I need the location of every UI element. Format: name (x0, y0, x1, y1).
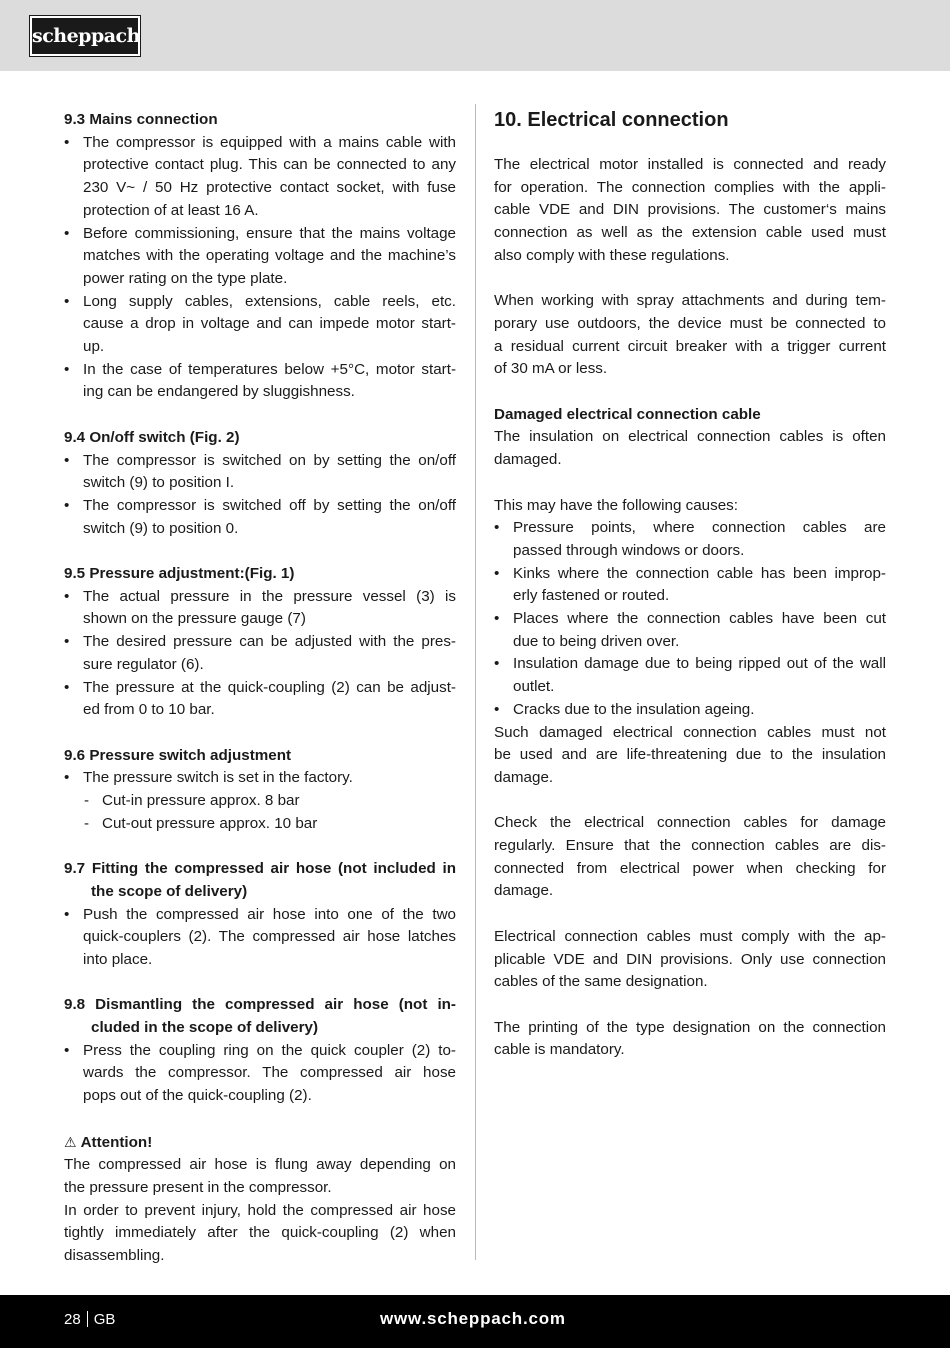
column-divider (475, 104, 476, 1260)
left-column (64, 109, 456, 1268)
bullet-item: • In the case of temperatures below +5°C, motor start- ing can be endangered by sluggishness. (64, 360, 456, 401)
bullet-item: • Kinks where the connection cable has been improp- erly fastened or routed. (494, 564, 886, 605)
right-column (494, 104, 886, 1062)
bullet-item: • The pressure at the quick-coupling (2) can be adjust- ed from 0 to 10 bar. (64, 678, 456, 719)
section-title: 9.5 Pressure adjustment:(Fig. 1) (64, 565, 295, 583)
bullet-item: • The pressure switch is set in the factory. (64, 769, 353, 787)
warning-icon: ⚠ (64, 1133, 77, 1150)
paragraph: Electrical connection cables must comply with the ap- plicable VDE and DIN provisions. Only use connection cables of the same designation. (494, 927, 886, 991)
attention-text: The compressed air hose is flung away depending on the pressure present in the compressor. In order to prevent injury, hold the compressed air hose tightly immediately after the quick-coupling (2) when disassembling. (64, 1156, 456, 1265)
bullet-item: • Long supply cables, extensions, cable reels, etc. cause a drop in voltage and can impede motor start- up. (64, 292, 456, 356)
bullet-item: • The actual pressure in the pressure vessel (3) is shown on the pressure gauge (7) (64, 587, 456, 628)
footer (0, 1295, 950, 1348)
section-title: 9.8 Dismantling the compressed air hose (not in- cluded in the scope of delivery) (64, 996, 456, 1037)
website-link[interactable]: www.scheppach.com (380, 1309, 566, 1328)
section-title: 9.6 Pressure switch adjustment (64, 746, 292, 764)
attention-title: ⚠ Attention! (64, 1133, 153, 1151)
paragraph: The printing of the type designation on the connection cable is mandatory. (494, 1018, 886, 1059)
bullet-item: • Push the compressed air hose into one of the two quick-couplers (2). The compressed air hose latches into place. (64, 905, 456, 968)
paragraph: Check the electrical connection cables for damage regularly. Ensure that the connection cables are dis- connected from electrical power when checking for damage. (494, 814, 886, 900)
page-number: 28 GB (64, 1311, 116, 1328)
bullet-item: • Before commissioning, ensure that the mains voltage matches with the operating voltage and the machine’s power rating on the type plate. (64, 224, 456, 287)
bullet-item: • Pressure points, where connection cables are passed through windows or doors. (494, 519, 886, 559)
section-title: Damaged electrical connection cable (494, 405, 761, 423)
dash-item: - Cut-in pressure approx. 8 bar (84, 792, 300, 810)
bullet-item: • Press the coupling ring on the quick coupler (2) to- wards the compressor. The compressed air hose pops out of the quick-coupling (2). (64, 1041, 456, 1105)
paragraph: Such damaged electrical connection cables must not be used and are life-threatening due to the insulation damage. (494, 723, 886, 786)
paragraph: The electrical motor installed is connected and ready for operation. The connection complies with the appli- cable VDE and DIN provisions. The customer‘s mains connection as well as the extension cable used must also comply with these regulations. (494, 156, 886, 264)
section-title: 9.4 On/off switch (Fig. 2) (64, 428, 240, 446)
header-band (0, 0, 950, 71)
bullet-item: • Insulation damage due to being ripped out of the wall outlet. (494, 655, 886, 696)
bullet-item: • The desired pressure can be adjusted with the pres- sure regulator (6). (64, 633, 456, 673)
section-title: 9.7 Fitting the compressed air hose (not included in the scope of delivery) (64, 860, 456, 900)
brand-logo (30, 16, 140, 56)
logo-text: scheppach (32, 25, 140, 47)
bullet-item: • Cracks due to the insulation ageing. (494, 700, 755, 718)
causes-intro: This may have the following causes: (494, 496, 738, 514)
bullet-item: • The compressor is equipped with a mains cable with protective contact plug. This can be connected to any 230 V~ / 50 Hz protective contact socket, with fuse protection of at least 16 A. (64, 133, 456, 219)
bullet-item: • The compressor is switched off by setting the on/off switch (9) to position 0. (64, 496, 456, 537)
dash-item: - Cut-out pressure approx. 10 bar (84, 814, 318, 832)
paragraph: The insulation on electrical connection cables is often damaged. (494, 428, 886, 469)
language-code: GB (93, 1311, 116, 1328)
bullet-item: • Places where the connection cables have been cut due to being driven over. (494, 610, 886, 650)
section-title: 9.3 Mains connection (64, 111, 218, 128)
paragraph: When working with spray attachments and during tem- porary use outdoors, the device must be connected to a residual current circuit breaker with a trigger current of 30 mA or less. (494, 292, 886, 378)
bullet-item: • The compressor is switched on by setting the on/off switch (9) to position I. (64, 451, 456, 492)
page-title: 10. Electrical connection (494, 109, 729, 131)
